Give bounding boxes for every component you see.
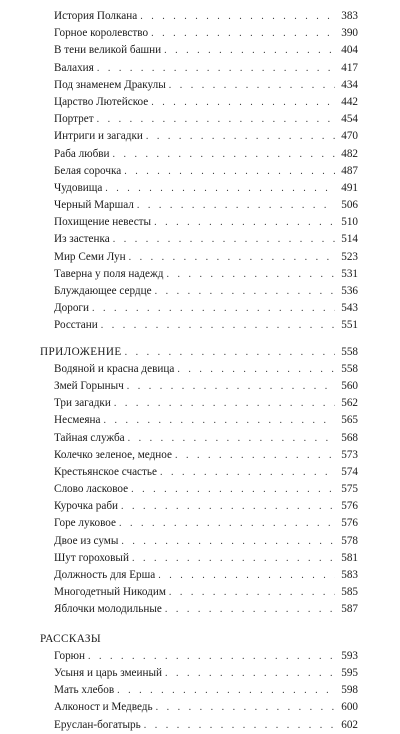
leader-dots — [156, 699, 335, 716]
leader-dots — [127, 378, 335, 395]
leader-dots — [137, 197, 335, 214]
toc-entry — [40, 395, 358, 412]
section-spacer — [40, 335, 358, 344]
toc-entry — [40, 180, 358, 197]
leader-dots — [125, 344, 335, 361]
toc-entry — [40, 317, 358, 334]
toc-entry — [40, 77, 358, 94]
toc-entry-title: Портрет — [54, 113, 94, 126]
leader-dots — [151, 25, 335, 42]
toc-entry-title: Три загадки — [54, 397, 111, 410]
toc-entry-page: 510 — [341, 216, 358, 229]
leader-dots — [121, 498, 335, 515]
toc-entry-title: Тайная служба — [54, 431, 125, 444]
toc-entry-title: Двое из сумы — [54, 534, 119, 547]
toc-entry — [40, 567, 358, 584]
leader-dots — [113, 146, 335, 163]
toc-entry-title: Змей Горыныч — [54, 379, 124, 392]
toc-entry-page: 506 — [341, 199, 358, 212]
leader-dots — [154, 214, 335, 231]
leader-dots — [164, 42, 335, 59]
leader-dots — [155, 283, 335, 300]
leader-dots — [128, 430, 335, 447]
leader-dots — [140, 8, 335, 25]
toc-entry — [40, 214, 358, 231]
toc-entry-title: Многодетный Никодим — [54, 586, 166, 599]
toc-entry-title: В тени великой башни — [54, 44, 162, 57]
toc-entry-page: 593 — [341, 649, 358, 662]
table-of-contents — [40, 8, 358, 734]
toc-entry-title: Горное королевство — [54, 27, 149, 40]
leader-dots — [132, 550, 335, 567]
toc-entry-page: 602 — [341, 718, 358, 731]
toc-entry — [40, 515, 358, 532]
toc-entry — [40, 378, 358, 395]
toc-entry-page: 578 — [341, 534, 358, 547]
toc-entry-title: Несмеяна — [54, 414, 101, 427]
toc-entry — [40, 533, 358, 550]
toc-entry-title: Блуждающее сердце — [54, 285, 152, 297]
leader-dots — [103, 412, 335, 429]
leader-dots — [97, 60, 335, 77]
toc-entry — [40, 25, 358, 42]
toc-entry — [40, 146, 358, 163]
toc-entry-page: 390 — [341, 27, 358, 40]
toc-entry-page: 531 — [341, 267, 358, 280]
toc-entry-page: 442 — [341, 95, 358, 108]
toc-entry — [40, 231, 358, 248]
leader-dots — [121, 533, 335, 550]
leader-dots — [151, 94, 335, 111]
toc-entry-title: Похищение невесты — [54, 216, 152, 229]
leader-dots — [169, 584, 335, 601]
leader-dots — [113, 231, 335, 248]
toc-entry-page: 482 — [341, 147, 358, 160]
toc-entry-title: Росстани — [54, 319, 98, 332]
toc-entry — [40, 283, 358, 300]
toc-entry-page: 536 — [341, 285, 358, 297]
section-title: ПРИЛОЖЕНИЕ — [40, 345, 122, 358]
toc-entry — [40, 550, 358, 567]
section-page: 558 — [341, 345, 358, 358]
toc-entry-title: Из застенка — [54, 233, 110, 246]
toc-entry — [40, 481, 358, 498]
toc-entry — [40, 300, 358, 317]
leader-dots — [124, 163, 335, 180]
toc-entry-page: 551 — [341, 319, 358, 332]
toc-entry-title: История Полкана — [54, 10, 138, 22]
toc-entry-page: 595 — [341, 666, 358, 679]
toc-entry-title: Еруслан-богатырь — [54, 718, 141, 731]
leader-dots — [97, 111, 335, 128]
toc-entry — [40, 717, 358, 734]
toc-entry — [40, 361, 358, 378]
toc-entry-page: 587 — [341, 603, 358, 616]
toc-entry-page: 576 — [341, 500, 358, 513]
toc-entry-title: Мир Семи Лун — [54, 250, 126, 263]
toc-entry — [40, 447, 358, 464]
toc-entry-title: Усыня и царь змеиный — [54, 666, 163, 679]
toc-entry-page: 581 — [341, 551, 358, 564]
toc-entry-page: 560 — [341, 379, 358, 392]
toc-entry-page: 434 — [341, 78, 358, 91]
toc-section-appendix — [40, 344, 358, 361]
toc-entry-page: 404 — [341, 44, 358, 57]
toc-entry-title: Таверна у поля надежд — [54, 267, 164, 280]
toc-entry-title: Горюн — [54, 649, 86, 662]
leader-dots — [165, 665, 335, 682]
toc-entry-page: 562 — [341, 397, 358, 410]
toc-entry — [40, 412, 358, 429]
toc-entry — [40, 8, 358, 25]
toc-entry-page: 583 — [341, 569, 358, 581]
leader-dots — [114, 395, 335, 412]
toc-entry-page: 565 — [341, 414, 358, 427]
toc-entry — [40, 464, 358, 481]
toc-entry — [40, 111, 358, 128]
leader-dots — [88, 648, 335, 665]
toc-entry-page: 576 — [341, 517, 358, 530]
toc-entry-page: 558 — [341, 362, 358, 375]
toc-entry-page: 600 — [341, 701, 358, 714]
toc-entry — [40, 584, 358, 601]
toc-entry — [40, 60, 358, 77]
toc-entry — [40, 94, 358, 111]
leader-dots — [177, 361, 335, 378]
toc-entry-title: Алконост и Медведь — [54, 701, 153, 714]
toc-entry-page: 417 — [341, 61, 358, 74]
toc-entry-title: Крестьянское счастье — [54, 465, 157, 478]
toc-entry-page: 598 — [341, 684, 358, 697]
leader-dots — [165, 601, 335, 618]
toc-entry-page: 514 — [341, 233, 358, 246]
toc-entry — [40, 699, 358, 716]
toc-entry-title: Интриги и загадки — [54, 130, 143, 143]
leader-dots — [146, 128, 335, 145]
toc-entry-page: 470 — [341, 130, 358, 143]
leader-dots — [101, 317, 335, 334]
toc-entry-title: Раба любви — [54, 147, 110, 160]
leader-dots — [144, 717, 335, 734]
toc-entry-title: Водяной и красна девица — [54, 362, 175, 375]
toc-entry — [40, 682, 358, 699]
toc-entry-title: Под знаменем Дракулы — [54, 78, 166, 91]
section-title: РАССКАЗЫ — [40, 632, 102, 645]
toc-entry-title: Царство Лютейское — [54, 95, 149, 108]
toc-entry-page: 575 — [341, 483, 358, 496]
toc-entry-title: Черный Маршал — [54, 199, 134, 212]
leader-dots — [169, 77, 335, 94]
toc-entry — [40, 430, 358, 447]
leader-dots — [131, 481, 335, 498]
leader-dots — [160, 464, 335, 481]
toc-entry-page: 383 — [341, 10, 358, 22]
leader-dots — [119, 515, 335, 532]
leader-dots — [129, 249, 335, 266]
leader-dots — [105, 180, 335, 197]
toc-entry-page: 523 — [341, 250, 358, 263]
leader-dots — [117, 682, 335, 699]
leader-dots — [175, 447, 335, 464]
toc-entry-page: 568 — [341, 431, 358, 444]
toc-entry-title: Чудовища — [54, 181, 103, 194]
toc-entry — [40, 665, 358, 682]
toc-entry-title: Слово ласковое — [54, 483, 129, 496]
toc-entry — [40, 601, 358, 618]
toc-entry — [40, 498, 358, 515]
toc-entry — [40, 163, 358, 180]
toc-entry-page: 491 — [341, 181, 358, 194]
toc-entry-title: Курочка раби — [54, 500, 119, 513]
toc-entry-page: 543 — [341, 302, 358, 315]
toc-entry — [40, 648, 358, 665]
toc-entry-page: 574 — [341, 465, 358, 478]
toc-entry-title: Шут гороховый — [54, 551, 129, 564]
toc-entry-title: Белая сорочка — [54, 164, 122, 177]
toc-entry — [40, 249, 358, 266]
leader-dots — [158, 567, 335, 584]
leader-dots — [92, 300, 335, 317]
toc-entry — [40, 266, 358, 283]
toc-entry-title: Дороги — [54, 302, 89, 315]
toc-entry-page: 585 — [341, 586, 358, 599]
toc-entry-title: Валахия — [54, 61, 94, 74]
toc-entry-title: Горе луковое — [54, 517, 116, 530]
toc-section-stories — [40, 631, 358, 648]
toc-entry-title: Колечко зеленое, медное — [54, 448, 172, 461]
toc-entry-title: Яблочки молодильные — [54, 603, 162, 616]
toc-entry-title: Мать хлебов — [54, 684, 115, 697]
toc-entry-title: Должность для Ерша — [54, 569, 156, 581]
toc-entry-page: 454 — [341, 113, 358, 126]
toc-entry — [40, 42, 358, 59]
leader-dots — [166, 266, 335, 283]
toc-entry — [40, 197, 358, 214]
toc-entry-page: 487 — [341, 164, 358, 177]
toc-entry — [40, 128, 358, 145]
section-spacer — [40, 619, 358, 631]
toc-entry-page: 573 — [341, 448, 358, 461]
